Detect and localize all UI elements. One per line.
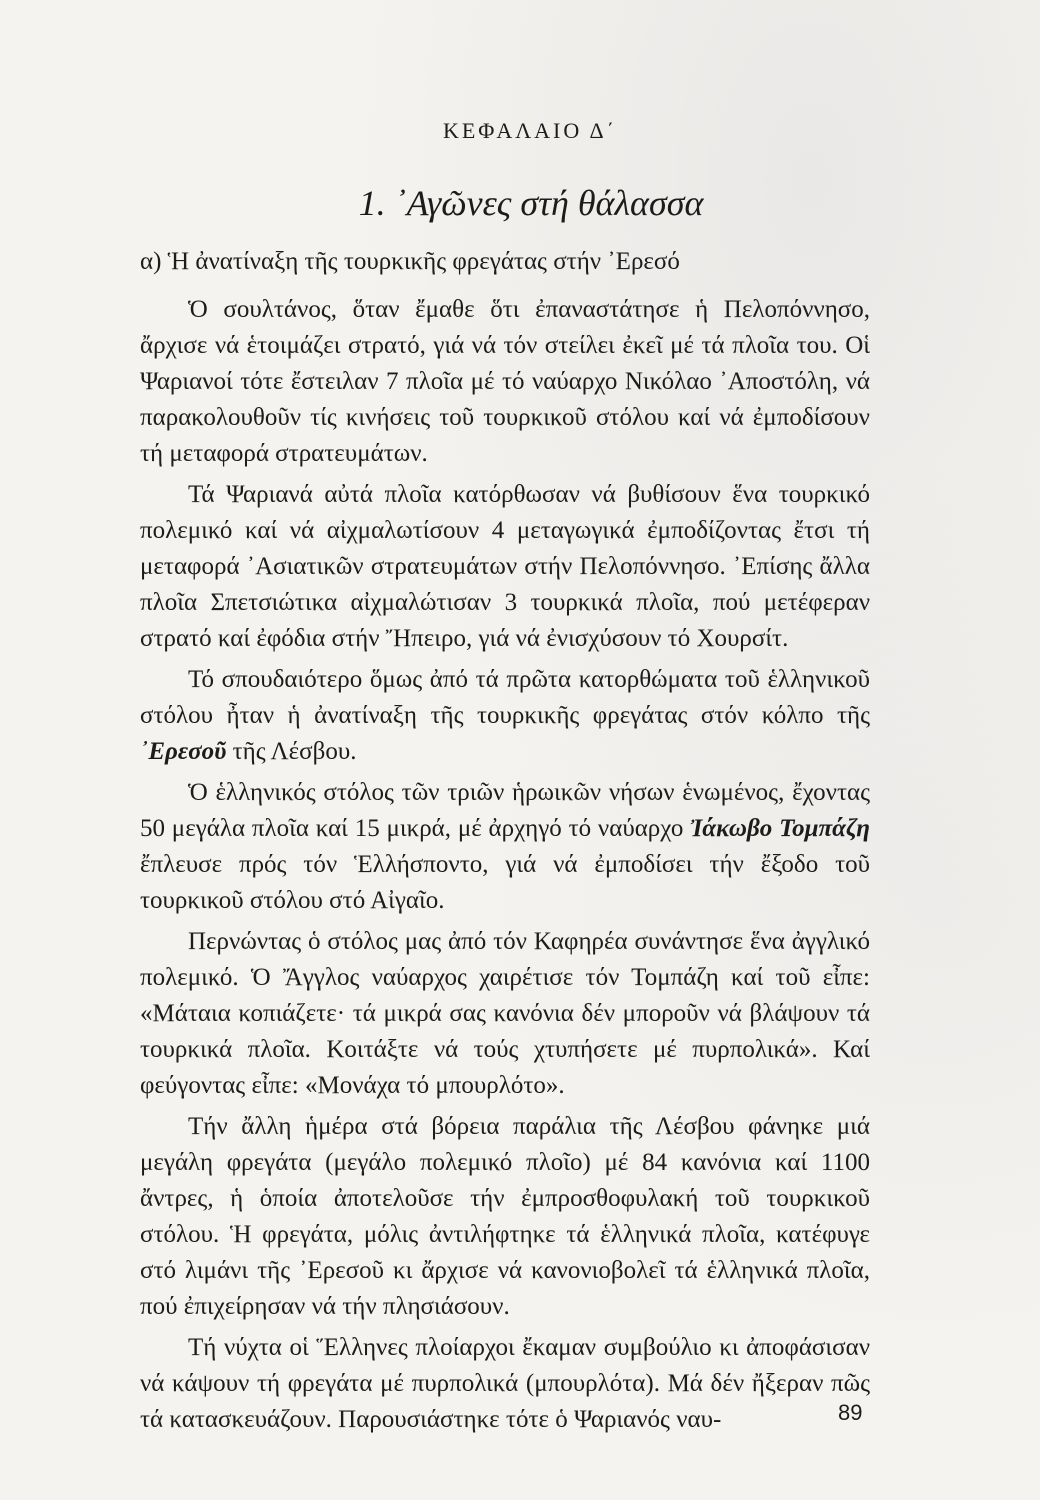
- subsection-title: α) Ἡ ἀνατίναξη τῆς τουρκικῆς φρεγάτας στήν ᾿Ερεσό: [140, 248, 680, 275]
- section-title: 1. ᾿Αγῶνες στή θάλασσα: [358, 183, 704, 223]
- paragraph: [140, 662, 870, 770]
- person-name-emphasis: Ἰάκωβο Τομπάζη: [690, 815, 870, 842]
- chapter-heading: ΚΕΦΑΛΑΙΟ Δ΄: [442, 118, 618, 143]
- paragraph: Περνώντας ὁ στόλος μας ἀπό τόν Καφηρέα συνάντησε ἕνα ἀγγλικό πολεμικό. Ὁ Ἄγγλος ναύαρχος χαιρέτισε τόν Τομπάζη καί τοῦ εἶπε: «Μάταια κοπιάζετε· τά μικρά σας κανόνια δέν μποροῦν νά βλάψουν τά τουρκικά πλοῖα. Κοιτάξτε νά τούς χτυπήσετε μέ πυρπολικά». Καί φεύγοντας εἶπε: «Μονάχα τό μπουρλότο».: [140, 928, 870, 1099]
- place-name-emphasis: ᾿Ερεσοῦ: [140, 738, 227, 765]
- paragraph: Τήν ἄλλη ἡμέρα στά βόρεια παράλια τῆς Λέσβου φάνηκε μιά μεγάλη φρεγάτα (μεγάλο πολεμικό πλοῖο) μέ 84 κανόνια καί 1100 ἄντρες, ἡ ὁποία ἀποτελοῦσε τήν ἐμπροσθοφυλακή τοῦ τουρκικοῦ στόλου. Ἡ φρεγάτα, μόλις ἀντιλήφτηκε τά ἑλληνικά πλοῖα, κατέφυγε στό λιμάνι τῆς ᾿Ερεσοῦ κι ἄρχισε νά κανονιοβολεῖ τά ἑλληνικά πλοῖα, πού ἐπιχείρησαν νά τήν πλησιάσουν.: [140, 1113, 870, 1320]
- page-number: 89: [838, 1400, 863, 1425]
- paragraph-text: Ὁ ἑλληνικός στόλος τῶν τριῶν ἡρωικῶν νήσων ἑνωμένος, ἔχοντας 50 μεγάλα πλοῖα καί 15 μικρά, μέ ἀρχηγό τό ναύαρχο: [140, 779, 870, 842]
- paragraph: Τή νύχτα οἱ Ἕλληνες πλοίαρχοι ἔκαμαν συμβούλιο κι ἀποφάσισαν νά κάψουν τή φρεγάτα μέ πυρπολικά (μπουρλότα). Μά δέν ἤξεραν πῶς τά κατασκευάζουν. Παρουσιάστηκε τότε ὁ Ψαριανός ναυ-: [140, 1334, 870, 1433]
- paragraph: Τά Ψαριανά αὐτά πλοῖα κατόρθωσαν νά βυθίσουν ἕνα τουρκικό πολεμικό καί νά αἰχμαλωτίσουν 4 μεταγωγικά ἐμποδίζοντας ἔτσι τή μεταφορά ᾿Ασιατικῶν στρατευμάτων στήν Πελοπόννησο. ᾿Επίσης ἄλλα πλοῖα Σπετσιώτικα αἰχμαλώτισαν 3 τουρκικά πλοῖα, πού μετέφεραν στρατό καί ἐφόδια στήν Ἤπειρο, γιά νά ἐνισχύσουν τό Χουρσίτ.: [140, 481, 870, 652]
- paragraph-text: Τό σπουδαιότερο ὅμως ἀπό τά πρῶτα κατορθώματα τοῦ ἑλληνικοῦ στόλου ἦταν ἡ ἀνατίναξη τῆς τουρκικῆς φρεγάτας στόν κόλπο τῆς: [140, 666, 870, 729]
- paragraph: Ὁ σουλτάνος, ὅταν ἔμαθε ὅτι ἐπαναστάτησε ἡ Πελοπόννησο, ἄρχισε νά ἑτοιμάζει στρατό, γιά νά τόν στείλει ἐκεῖ μέ τά πλοῖα του. Οἱ Ψαριανοί τότε ἔστειλαν 7 πλοῖα μέ τό ναύαρχο Νικόλαο ᾿Αποστόλη, νά παρακολουθοῦν τίς κινήσεις τοῦ τουρκικοῦ στόλου καί νά ἐμποδίσουν τή μεταφορά στρατευμάτων.: [140, 296, 870, 467]
- paragraph: [140, 775, 870, 919]
- body-text: [140, 292, 870, 1443]
- paragraph-text: ἔπλευσε πρός τόν Ἑλλήσποντο, γιά νά ἐμποδίσει τήν ἔξοδο τοῦ τουρκικοῦ στόλου στό Αἰγαῖο.: [140, 851, 870, 914]
- paragraph-text: τῆς Λέσβου.: [226, 738, 357, 765]
